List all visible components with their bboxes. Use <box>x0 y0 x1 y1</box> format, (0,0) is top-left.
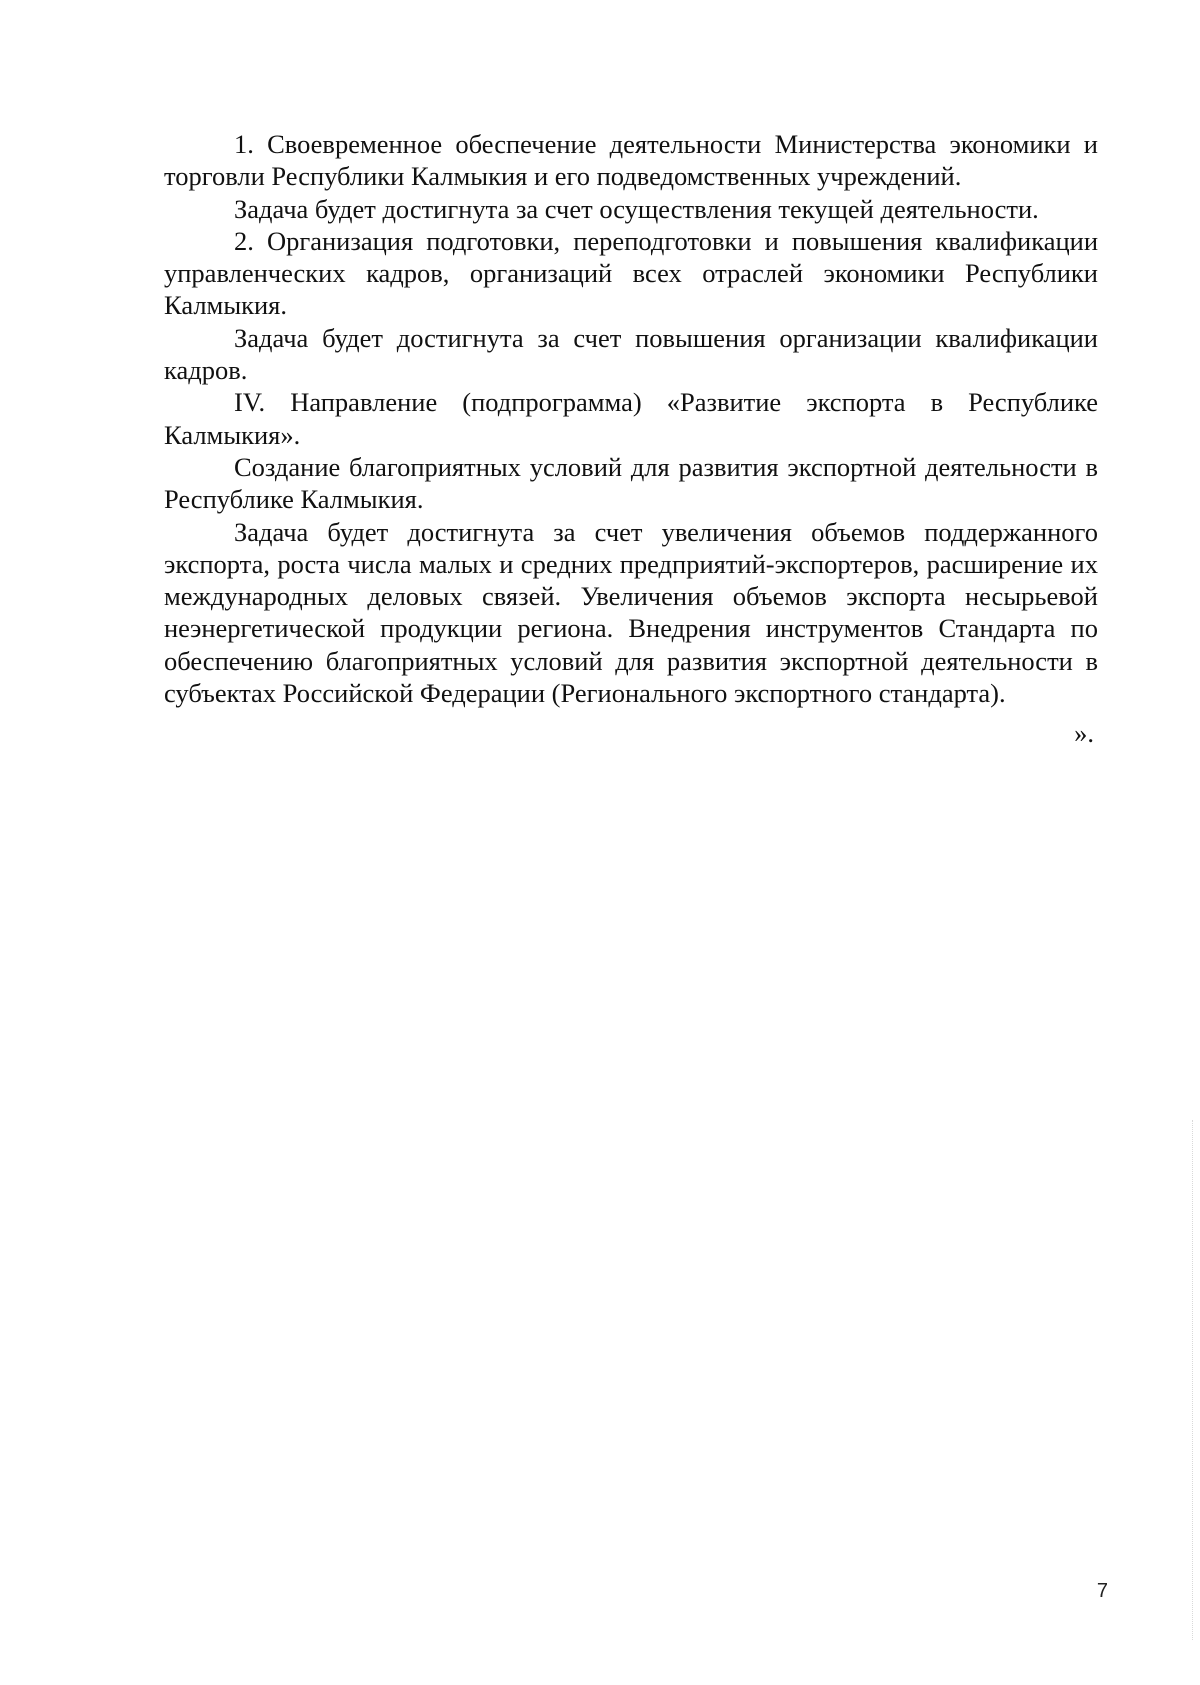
paragraph-subprogram-iv-achievement: Задача будет достигнута за счет увеличения объемов поддержанного экспорта, роста числа малых и средних предприятий-экспортеров, расширение их международных деловых связей. Увеличения объемов экспорта несырьевой неэнергетической продукции региона. Внедрения инструментов Стандарта по обеспечению благоприятных условий для развития экспортной деятельности в субъектах Российской Федерации (Регионального экспортного стандарта). <box>164 516 1098 709</box>
paragraph-task-1-achievement: Задача будет достигнута за счет осуществления текущей деятельности. <box>234 193 1039 224</box>
paragraph-task-2-achievement: Задача будет достигнута за счет повышения организации квалификации кадров. <box>164 322 1098 386</box>
scan-edge-mark <box>1192 1120 1194 1640</box>
page-number: 7 <box>1096 1580 1108 1602</box>
closing-quote: ». <box>1074 718 1094 749</box>
document-body <box>164 128 1098 750</box>
paragraph-subprogram-iv-goal: Создание благоприятных условий для развития экспортной деятельности в Республике Калмыкия. <box>164 451 1098 515</box>
paragraph-task-1: 1. Своевременное обеспечение деятельности Министерства экономики и торговли Республики Калмыкия и его подведомственных учреждений. <box>164 129 1098 192</box>
paragraph-task-2: 2. Организация подготовки, переподготовки и повышения квалификации управленческих кадров, организаций всех отраслей экономики Республики Калмыкия. <box>164 225 1098 321</box>
paragraph-subprogram-iv-heading: IV. Направление (подпрограмма) «Развитие экспорта в Республике Калмыкия». <box>164 387 1098 450</box>
